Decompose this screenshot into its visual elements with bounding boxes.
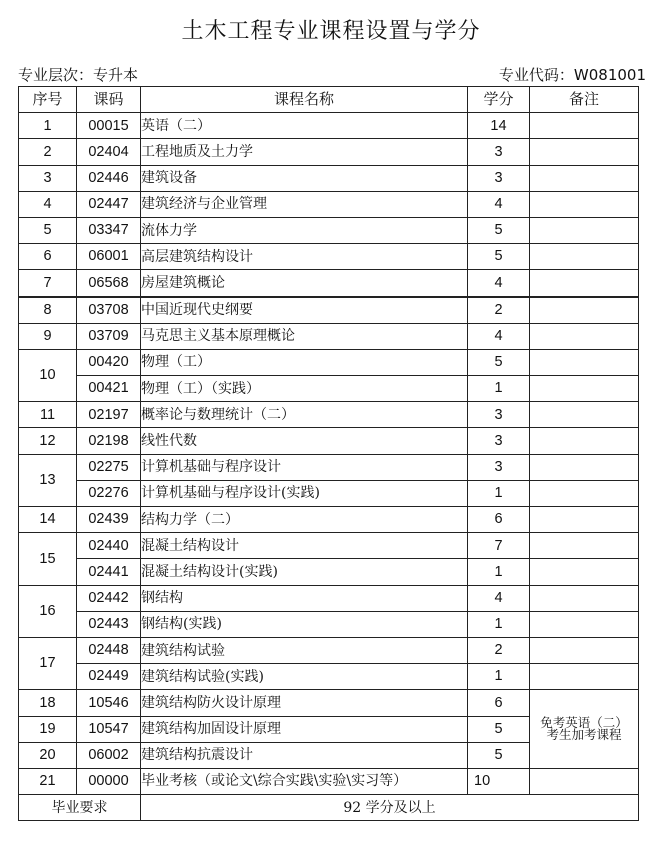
- row-no: 16: [19, 585, 77, 637]
- row-no: 5: [19, 217, 77, 243]
- row-note: [530, 454, 639, 480]
- table-row: [19, 428, 639, 454]
- table-header-row: [19, 87, 639, 113]
- row-credit: 5: [468, 217, 530, 243]
- row-name: 建筑结构试验(实践): [141, 664, 468, 690]
- table-row: [19, 454, 639, 480]
- row-code: 02447: [77, 191, 141, 217]
- row-credit: 3: [468, 428, 530, 454]
- row-credit: 1: [468, 559, 530, 585]
- table-row: [19, 611, 639, 637]
- graduation-requirement-value: 92 学分及以上: [141, 795, 639, 821]
- row-note: [530, 297, 639, 324]
- row-name: 混凝土结构设计(实践): [141, 559, 468, 585]
- row-note: [530, 402, 639, 428]
- row-name: 钢结构(实践): [141, 611, 468, 637]
- table-row: [19, 507, 639, 533]
- table-row: [19, 533, 639, 559]
- row-credit: 6: [468, 507, 530, 533]
- header-name: 课程名称: [141, 87, 468, 113]
- row-name: 混凝土结构设计: [141, 533, 468, 559]
- row-code: 03709: [77, 323, 141, 349]
- row-note: [530, 376, 639, 402]
- row-name: 线性代数: [141, 428, 468, 454]
- row-note: [530, 768, 639, 794]
- row-credit: 3: [468, 165, 530, 191]
- row-note: [530, 323, 639, 349]
- row-name: 中国近现代史纲要: [141, 297, 468, 324]
- row-note: [530, 559, 639, 585]
- row-code: 03347: [77, 217, 141, 243]
- row-name: 概率论与数理统计（二）: [141, 402, 468, 428]
- row-credit: 7: [468, 533, 530, 559]
- table-row: [19, 768, 639, 794]
- row-credit: 3: [468, 454, 530, 480]
- row-no: 12: [19, 428, 77, 454]
- row-name: 建筑设备: [141, 165, 468, 191]
- row-code: 06001: [77, 244, 141, 270]
- table-row: [19, 402, 639, 428]
- row-name: 计算机基础与程序设计: [141, 454, 468, 480]
- note-cell: [530, 690, 639, 769]
- row-name: 钢结构: [141, 585, 468, 611]
- row-code: 03708: [77, 297, 141, 324]
- row-code: 10547: [77, 716, 141, 742]
- row-code: 02404: [77, 139, 141, 165]
- row-no: 10: [19, 349, 77, 401]
- note-line-2: 考生加考课程: [546, 727, 622, 743]
- row-name: 结构力学（二）: [141, 507, 468, 533]
- page-title: 土木工程专业课程设置与学分: [181, 19, 481, 44]
- row-note: [530, 585, 639, 611]
- row-no: 11: [19, 402, 77, 428]
- header-code: 课码: [77, 87, 141, 113]
- table-row: [19, 139, 639, 165]
- row-code: 02197: [77, 402, 141, 428]
- row-no: 14: [19, 507, 77, 533]
- row-note: [530, 217, 639, 243]
- row-name: 物理（工）（实践）: [141, 376, 468, 402]
- row-credit: 3: [468, 139, 530, 165]
- course-table: [18, 86, 639, 821]
- row-code: 00420: [77, 349, 141, 375]
- row-note: [530, 139, 639, 165]
- row-no: 7: [19, 270, 77, 297]
- row-note: [530, 637, 639, 663]
- row-credit: 4: [468, 585, 530, 611]
- row-name: 建筑结构防火设计原理: [141, 690, 468, 716]
- row-credit: 2: [468, 637, 530, 663]
- row-note: [530, 428, 639, 454]
- row-code: 06568: [77, 270, 141, 297]
- row-code: 02439: [77, 507, 141, 533]
- row-code: 10546: [77, 690, 141, 716]
- row-name: 建筑结构试验: [141, 637, 468, 663]
- table-row: [19, 165, 639, 191]
- row-note: [530, 533, 639, 559]
- table-row: [19, 113, 639, 139]
- table-row: [19, 297, 639, 324]
- row-note: [530, 611, 639, 637]
- header-no: 序号: [19, 87, 77, 113]
- row-name: 建筑结构加固设计原理: [141, 716, 468, 742]
- row-code: 02276: [77, 480, 141, 506]
- row-no: 1: [19, 113, 77, 139]
- row-no: 6: [19, 244, 77, 270]
- row-name: 工程地质及土力学: [141, 139, 468, 165]
- header-note: 备注: [530, 87, 639, 113]
- row-credit: 2: [468, 297, 530, 324]
- row-name: 高层建筑结构设计: [141, 244, 468, 270]
- row-credit: 5: [468, 244, 530, 270]
- row-no: 19: [19, 716, 77, 742]
- row-no: 15: [19, 533, 77, 585]
- row-name: 建筑经济与企业管理: [141, 191, 468, 217]
- row-name: 马克思主义基本原理概论: [141, 323, 468, 349]
- row-code: 02448: [77, 637, 141, 663]
- table-row: [19, 323, 639, 349]
- table-row: [19, 244, 639, 270]
- row-name: 房屋建筑概论: [141, 270, 468, 297]
- row-no: 9: [19, 323, 77, 349]
- row-code: 06002: [77, 742, 141, 768]
- row-credit: 4: [468, 270, 530, 297]
- row-credit: 4: [468, 323, 530, 349]
- row-code: 02198: [77, 428, 141, 454]
- row-note: [530, 270, 639, 297]
- row-credit: 14: [468, 113, 530, 139]
- row-no: 2: [19, 139, 77, 165]
- table-row: [19, 217, 639, 243]
- row-credit: 5: [468, 349, 530, 375]
- table-row: [19, 585, 639, 611]
- row-note: [530, 480, 639, 506]
- row-no: 3: [19, 165, 77, 191]
- row-note: [530, 244, 639, 270]
- table-row: [19, 376, 639, 402]
- row-credit: 1: [468, 611, 530, 637]
- row-no: 17: [19, 637, 77, 689]
- table-row: [19, 664, 639, 690]
- row-note: [530, 349, 639, 375]
- row-note: [530, 165, 639, 191]
- header-credit: 学分: [468, 87, 530, 113]
- row-credit: 6: [468, 690, 530, 716]
- row-code: 00000: [77, 768, 141, 794]
- row-no: 8: [19, 297, 77, 324]
- row-note: [530, 507, 639, 533]
- row-name: 毕业考核（或论文\综合实践\实验\实习等）: [141, 768, 468, 794]
- row-no: 4: [19, 191, 77, 217]
- row-credit: 5: [468, 716, 530, 742]
- table-row: [19, 559, 639, 585]
- table-row: [19, 637, 639, 663]
- row-name: 建筑结构抗震设计: [141, 742, 468, 768]
- row-code: 00015: [77, 113, 141, 139]
- row-credit: 3: [468, 402, 530, 428]
- row-credit: 4: [468, 191, 530, 217]
- row-code: 02442: [77, 585, 141, 611]
- row-no: 13: [19, 454, 77, 506]
- table-row: [19, 480, 639, 506]
- row-code: 00421: [77, 376, 141, 402]
- table-row: [19, 690, 639, 716]
- row-code: 02443: [77, 611, 141, 637]
- row-code: 02441: [77, 559, 141, 585]
- table-row: [19, 349, 639, 375]
- table-row: [19, 270, 639, 297]
- row-credit: 5: [468, 742, 530, 768]
- footer-row: [19, 795, 639, 821]
- row-code: 02446: [77, 165, 141, 191]
- row-name: 计算机基础与程序设计(实践): [141, 480, 468, 506]
- row-name: 物理（工）: [141, 349, 468, 375]
- row-credit: 1: [468, 480, 530, 506]
- row-note: [530, 664, 639, 690]
- note-line-1: 免考英语（二）: [540, 714, 628, 730]
- row-code: 02449: [77, 664, 141, 690]
- program-level: 专业层次：专升本: [18, 66, 139, 84]
- row-no: 21: [19, 768, 77, 794]
- row-no: 20: [19, 742, 77, 768]
- table-row: [19, 191, 639, 217]
- row-no: 18: [19, 690, 77, 716]
- row-note: [530, 191, 639, 217]
- row-credit: 1: [468, 664, 530, 690]
- graduation-requirement-label: 毕业要求: [19, 795, 141, 821]
- major-code: 专业代码：W081001: [498, 66, 646, 84]
- row-code: 02440: [77, 533, 141, 559]
- row-note: [530, 113, 639, 139]
- row-name: 英语（二）: [141, 113, 468, 139]
- row-credit: 1: [468, 376, 530, 402]
- row-code: 02275: [77, 454, 141, 480]
- row-credit: 10: [468, 768, 530, 794]
- row-name: 流体力学: [141, 217, 468, 243]
